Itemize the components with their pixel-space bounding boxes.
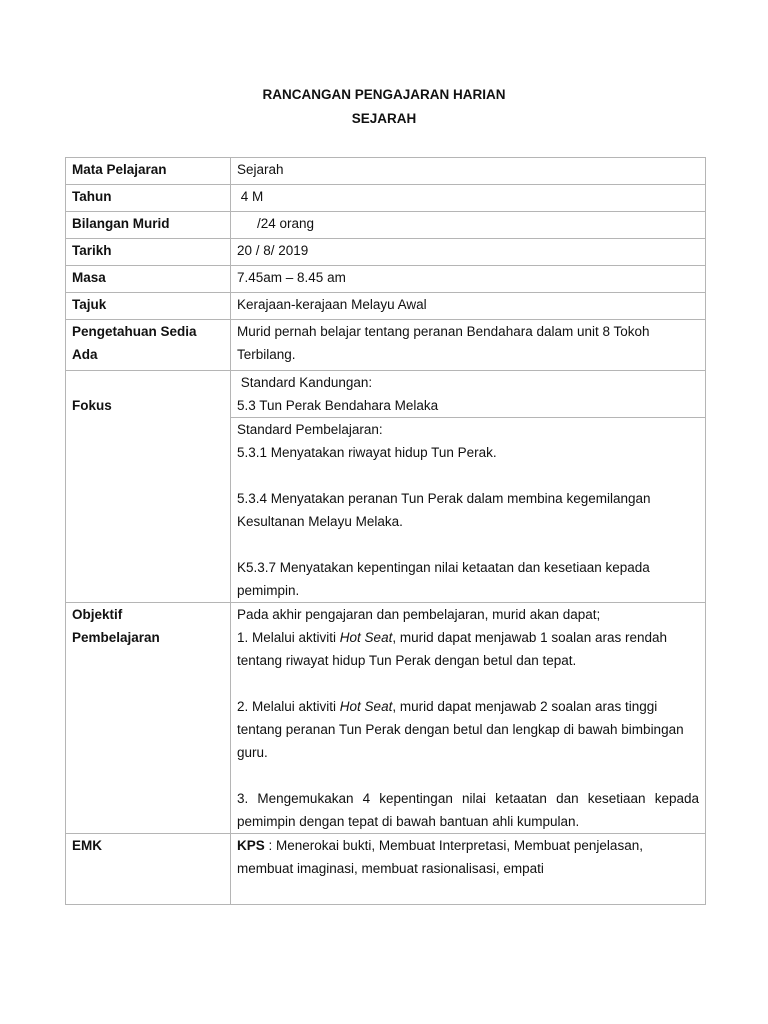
objektif-intro: Pada akhir pengajaran dan pembelajaran, murid akan dapat; bbox=[237, 607, 601, 622]
spacer bbox=[237, 533, 699, 556]
objektif-3-line1: 3. Mengemukakan 4 kepentingan nilai ketaatan dan kesetiaan kepada bbox=[237, 791, 699, 806]
label-objektif-line1: Objektif bbox=[72, 607, 123, 622]
fokus-standard-pembelajaran bbox=[231, 418, 706, 603]
standard-kandungan-item: 5.3 Tun Perak Bendahara Melaka bbox=[237, 398, 439, 413]
document-title: RANCANGAN PENGAJARAN HARIAN bbox=[262, 87, 506, 102]
row-tarikh bbox=[66, 239, 706, 266]
value-tarikh: 20 / 8/ 2019 bbox=[231, 239, 706, 266]
label-masa: Masa bbox=[66, 266, 231, 293]
label-tahun: Tahun bbox=[66, 185, 231, 212]
label-objektif-pembelajaran bbox=[66, 603, 231, 834]
row-objektif-pembelajaran bbox=[66, 603, 706, 834]
row-masa bbox=[66, 266, 706, 293]
fokus-standard-kandungan bbox=[231, 371, 706, 418]
objektif-1-pre: 1. Melalui aktiviti bbox=[237, 630, 340, 645]
objektif-1-post: , murid dapat menjawab 1 soalan aras rendah tentang riwayat hidup Tun Perak dengan betul dan tepat. bbox=[237, 630, 667, 668]
kps-label: KPS bbox=[237, 838, 265, 853]
objektif-2 bbox=[237, 695, 699, 764]
objektif-3-line2: pemimpin dengan tepat di bawah bantuan ahli kumpulan. bbox=[237, 814, 580, 829]
label-objektif-line2: Pembelajaran bbox=[72, 630, 160, 645]
spacer bbox=[237, 672, 699, 695]
standard-pembelajaran-1: 5.3.1 Menyatakan riwayat hidup Tun Perak. bbox=[237, 445, 497, 460]
value-bilangan-murid: /24 orang bbox=[231, 212, 706, 239]
value-tajuk: Kerajaan-kerajaan Melayu Awal bbox=[231, 293, 706, 320]
objektif-2-activity: Hot Seat bbox=[339, 699, 393, 714]
label-pengetahuan-sedia-ada bbox=[66, 320, 231, 371]
row-tahun bbox=[66, 185, 706, 212]
value-objektif-pembelajaran bbox=[231, 603, 706, 834]
label-pengetahuan-line1: Pengetahuan Sedia bbox=[72, 324, 197, 339]
label-bilangan-murid: Bilangan Murid bbox=[66, 212, 231, 239]
row-fokus-sk bbox=[66, 371, 706, 418]
standard-pembelajaran-heading: Standard Pembelajaran: bbox=[237, 422, 383, 437]
objektif-1-activity: Hot Seat bbox=[339, 630, 393, 645]
spacer bbox=[237, 464, 699, 487]
lesson-plan-table bbox=[65, 157, 706, 905]
row-emk bbox=[66, 834, 706, 905]
label-fokus-text: Fokus bbox=[72, 398, 112, 413]
label-emk: EMK bbox=[66, 834, 231, 905]
row-mata-pelajaran bbox=[66, 158, 706, 185]
kps-text: : Menerokai bukti, Membuat Interpretasi, Membuat penjelasan, membuat imaginasi, membuat rasionalisasi, empati bbox=[237, 838, 643, 876]
objektif-2-post: , murid dapat menjawab 2 soalan aras tinggi tentang peranan Tun Perak dengan betul dan lengkap di bawah bimbingan guru. bbox=[237, 699, 684, 760]
value-emk bbox=[231, 834, 706, 905]
objektif-2-pre: 2. Melalui aktiviti bbox=[237, 699, 340, 714]
row-tajuk bbox=[66, 293, 706, 320]
document-subtitle: SEJARAH bbox=[351, 111, 417, 126]
standard-kandungan-heading: Standard Kandungan: bbox=[237, 375, 373, 390]
objektif-1 bbox=[237, 626, 699, 672]
value-pengetahuan-sedia-ada: Murid pernah belajar tentang peranan Bendahara dalam unit 8 Tokoh Terbilang. bbox=[231, 320, 706, 371]
label-tajuk: Tajuk bbox=[66, 293, 231, 320]
standard-pembelajaran-3: K5.3.7 Menyatakan kepentingan nilai ketaatan dan kesetiaan kepada pemimpin. bbox=[237, 560, 650, 598]
row-pengetahuan-sedia-ada bbox=[66, 320, 706, 371]
label-pengetahuan-line2: Ada bbox=[72, 347, 98, 362]
label-fokus bbox=[66, 371, 231, 603]
label-tarikh: Tarikh bbox=[66, 239, 231, 266]
value-masa: 7.45am – 8.45 am bbox=[231, 266, 706, 293]
value-tahun: 4 M bbox=[231, 185, 706, 212]
value-mata-pelajaran: Sejarah bbox=[231, 158, 706, 185]
spacer bbox=[237, 764, 699, 787]
standard-pembelajaran-2: 5.3.4 Menyatakan peranan Tun Perak dalam membina kegemilangan Kesultanan Melayu Melaka. bbox=[237, 491, 651, 529]
label-mata-pelajaran: Mata Pelajaran bbox=[66, 158, 231, 185]
row-bilangan-murid bbox=[66, 212, 706, 239]
